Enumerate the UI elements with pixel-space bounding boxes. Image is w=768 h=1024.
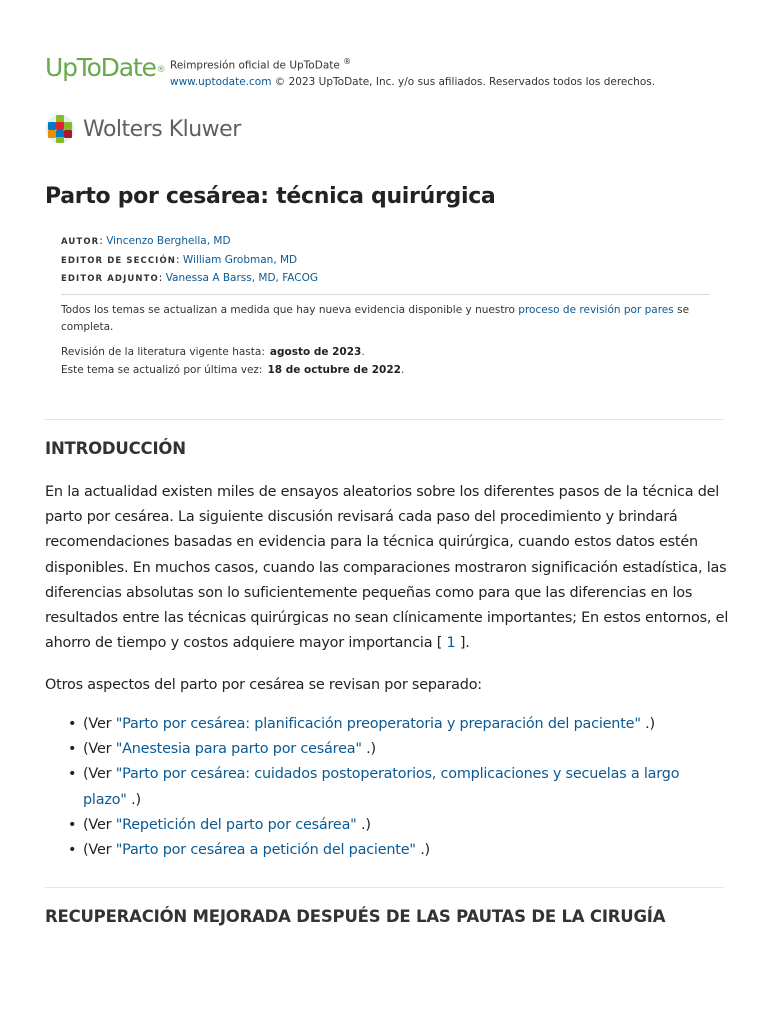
section-editor-link[interactable]: William Grobman, MD xyxy=(182,253,298,266)
list-item: • (Ver "Parto por cesárea a petición del paciente" .) xyxy=(68,842,430,859)
article-contributors xyxy=(61,233,318,289)
list-item: • (Ver "Anestesia para parto por cesárea" .) xyxy=(68,741,376,758)
copyright-text: © 2023 UpToDate, Inc. y/o sus afiliados. Reservados todos los derechos. xyxy=(274,75,656,88)
peer-review-link[interactable]: proceso de revisión por pares xyxy=(518,304,674,316)
deputy-editor-link[interactable]: Vanessa A Barss, MD, FACOG xyxy=(165,272,319,284)
see-also-list xyxy=(45,712,735,863)
list-item: • (Ver "Parto por cesárea: planificación preoperatoria y preparación del paciente" .) xyxy=(68,716,655,732)
wolters-kluwer-name: Wolters Kluwer xyxy=(83,117,241,142)
review-dates xyxy=(61,344,404,379)
next-section-heading: RECUPERACIÓN MEJORADA DESPUÉS DE LAS PAUTAS DE LA CIRUGÍA xyxy=(45,907,666,926)
section-editor-row: EDITOR DE SECCIÓN: William Grobman, MD xyxy=(61,253,298,266)
author-row: AUTOR: Vincenzo Berghella, MD xyxy=(61,235,231,247)
section-divider xyxy=(45,419,724,420)
reference-link-1[interactable]: 1 xyxy=(446,635,456,652)
update-notice: Todos los temas se actualizan a medida que hay nueva evidencia disponible y nuestro proceso de revisión por pares se completa. xyxy=(61,304,690,333)
page-title: Parto por cesárea: técnica quirúrgica xyxy=(45,184,496,209)
reprint-notice: Reimpresión oficial de UpToDate ® www.uptodate.com © 2023 UpToDate, Inc. y/o sus afiliados. Reservados todos los derechos. xyxy=(170,57,656,88)
see-also-link[interactable]: "Parto por cesárea: cuidados postoperatorios, complicaciones y secuelas a largo plazo" xyxy=(83,766,680,808)
list-item: • (Ver "Parto por cesárea: cuidados postoperatorios, complicaciones y secuelas a largo plazo" .) xyxy=(68,766,680,808)
other-aspects-text: Otros aspectos del parto por cesárea se revisan por separado: xyxy=(45,677,482,693)
introduction-paragraph: En la actualidad existen miles de ensayos aleatorios sobre los diferentes pasos de la técnica del parto por cesárea. La siguiente discusión revisará cada paso del procedimiento y brindará recomendaciones basadas en evidencia para la técnica quirúrgica, cuando estos datos estén disponibles. En muchos casos, cuando las comparaciones mostraron significación estadística, las diferencias absolutas son lo suficientemente pequeñas como para que las diferencias en los resultados entre las técnicas quirúrgicas no sean clínicamente importantes; En estos entornos, el ahorro de tiempo y costos adquiere mayor importancia [ 1 ]. xyxy=(45,484,729,652)
list-item: • (Ver "Repetición del parto por cesárea" .) xyxy=(68,816,371,833)
see-also-link[interactable]: "Parto por cesárea: planificación preoperatoria y preparación del paciente" xyxy=(115,716,641,732)
uptodate-header xyxy=(45,52,735,92)
last-updated-row: Este tema se actualizó por última vez: 18 de octubre de 2022. xyxy=(61,363,405,376)
uptodate-logo[interactable]: UpToDate® xyxy=(45,53,165,82)
introduction-heading: INTRODUCCIÓN xyxy=(45,439,186,458)
divider xyxy=(61,294,710,295)
deputy-editor-row: EDITOR ADJUNTO: Vanessa A Barss, MD, FACOG xyxy=(61,272,319,284)
uptodate-site-link[interactable]: www.uptodate.com xyxy=(170,75,272,88)
literature-review-row: Revisión de la literatura vigente hasta: agosto de 2023. xyxy=(61,346,365,358)
see-also-link[interactable]: "Parto por cesárea a petición del paciente" xyxy=(115,842,416,859)
section-divider xyxy=(45,887,724,888)
reprint-line: Reimpresión oficial de UpToDate xyxy=(170,59,340,72)
see-also-link[interactable]: "Repetición del parto por cesárea" xyxy=(115,816,357,833)
author-link[interactable]: Vincenzo Berghella, MD xyxy=(106,235,231,247)
see-also-link[interactable]: "Anestesia para parto por cesárea" xyxy=(115,741,362,758)
wolters-kluwer-mark-icon xyxy=(45,114,75,144)
